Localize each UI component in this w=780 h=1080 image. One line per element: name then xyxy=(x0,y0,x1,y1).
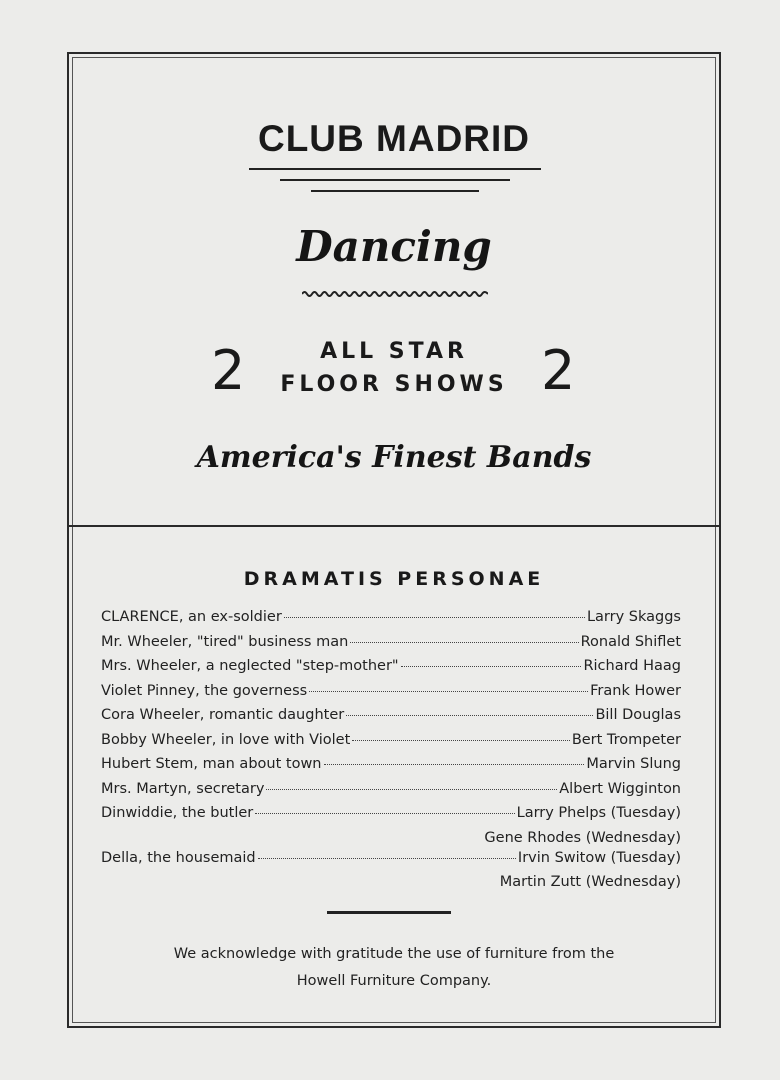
dancing-heading: Dancing xyxy=(296,222,492,271)
shows-number-right: 2 xyxy=(541,339,576,402)
cast-row xyxy=(101,756,681,781)
title-rule-1 xyxy=(249,168,541,170)
title-rule-3 xyxy=(311,190,479,192)
cast-row xyxy=(101,707,681,732)
cast-row-alternate xyxy=(101,874,681,894)
dot-leader xyxy=(401,666,582,667)
title-rule-2 xyxy=(280,179,510,181)
actor-name: Marvin Slung xyxy=(586,756,681,772)
actor-name: Bert Trompeter xyxy=(571,731,681,748)
role-name: Hubert Stem, man about town xyxy=(101,756,322,772)
role-name: CLARENCE, an ex-soldier xyxy=(101,609,282,625)
cast-list xyxy=(101,609,681,894)
dot-leader xyxy=(324,764,585,765)
actor-name: Ronald Shiflet xyxy=(580,633,681,650)
dramatis-personae-title: DRAMATIS PERSONAE xyxy=(243,568,545,590)
bands-tagline: America's Finest Bands xyxy=(196,440,592,475)
role-name: Violet Pinney, the governess xyxy=(101,682,308,699)
shows-line-2: FLOOR SHOWS xyxy=(280,372,508,397)
actor-name: Albert Wigginton xyxy=(559,780,681,797)
actor-name: Larry Skaggs xyxy=(586,609,681,625)
dot-leader xyxy=(352,740,570,741)
cast-row xyxy=(101,805,681,830)
dot-leader xyxy=(346,715,593,716)
actor-name: Richard Haag xyxy=(583,658,681,674)
cast-row xyxy=(101,732,681,757)
dot-leader xyxy=(258,858,516,859)
acknowledgement-line-1: We acknowledge with gratitude the use of furniture from the xyxy=(173,946,615,962)
actor-name-alternate: Gene Rhodes (Wednesday) xyxy=(484,829,681,846)
role-name: Dinwiddie, the butler xyxy=(101,805,254,821)
actor-name: Frank Hower xyxy=(590,682,681,699)
cast-row xyxy=(101,850,681,875)
role-name: Cora Wheeler, romantic daughter xyxy=(101,707,345,723)
actor-name: Bill Douglas xyxy=(595,707,681,723)
cast-row xyxy=(101,609,681,634)
acknowledgement-line-2: Howell Furniture Company. xyxy=(296,973,492,989)
actor-name-alternate: Martin Zutt (Wednesday) xyxy=(499,874,681,890)
cast-row xyxy=(101,658,681,683)
dot-leader xyxy=(350,642,578,643)
club-title: CLUB MADRID xyxy=(257,118,531,159)
shows-number-left: 2 xyxy=(211,339,246,402)
wavy-underline xyxy=(302,290,488,298)
dot-leader xyxy=(266,789,557,790)
shows-line-1: ALL STAR xyxy=(320,339,468,364)
actor-name: Larry Phelps (Tuesday) xyxy=(516,805,681,821)
cast-row xyxy=(101,634,681,659)
role-name: Mrs. Martyn, secretary xyxy=(101,780,265,797)
role-name: Mrs. Wheeler, a neglected "step-mother" xyxy=(101,658,399,674)
closing-rule xyxy=(327,911,451,914)
role-name: Bobby Wheeler, in love with Violet xyxy=(101,731,351,748)
role-name: Della, the housemaid xyxy=(101,849,256,866)
section-divider xyxy=(69,525,719,527)
role-name: Mr. Wheeler, "tired" business man xyxy=(101,633,349,650)
page-frame xyxy=(67,52,721,1028)
dot-leader xyxy=(309,691,588,692)
actor-name: Irvin Switow (Tuesday) xyxy=(517,849,681,866)
dot-leader xyxy=(255,813,514,814)
acknowledgement xyxy=(109,941,679,995)
cast-row-alternate xyxy=(101,830,681,850)
cast-row xyxy=(101,683,681,708)
dot-leader xyxy=(284,617,585,618)
cast-row xyxy=(101,781,681,806)
